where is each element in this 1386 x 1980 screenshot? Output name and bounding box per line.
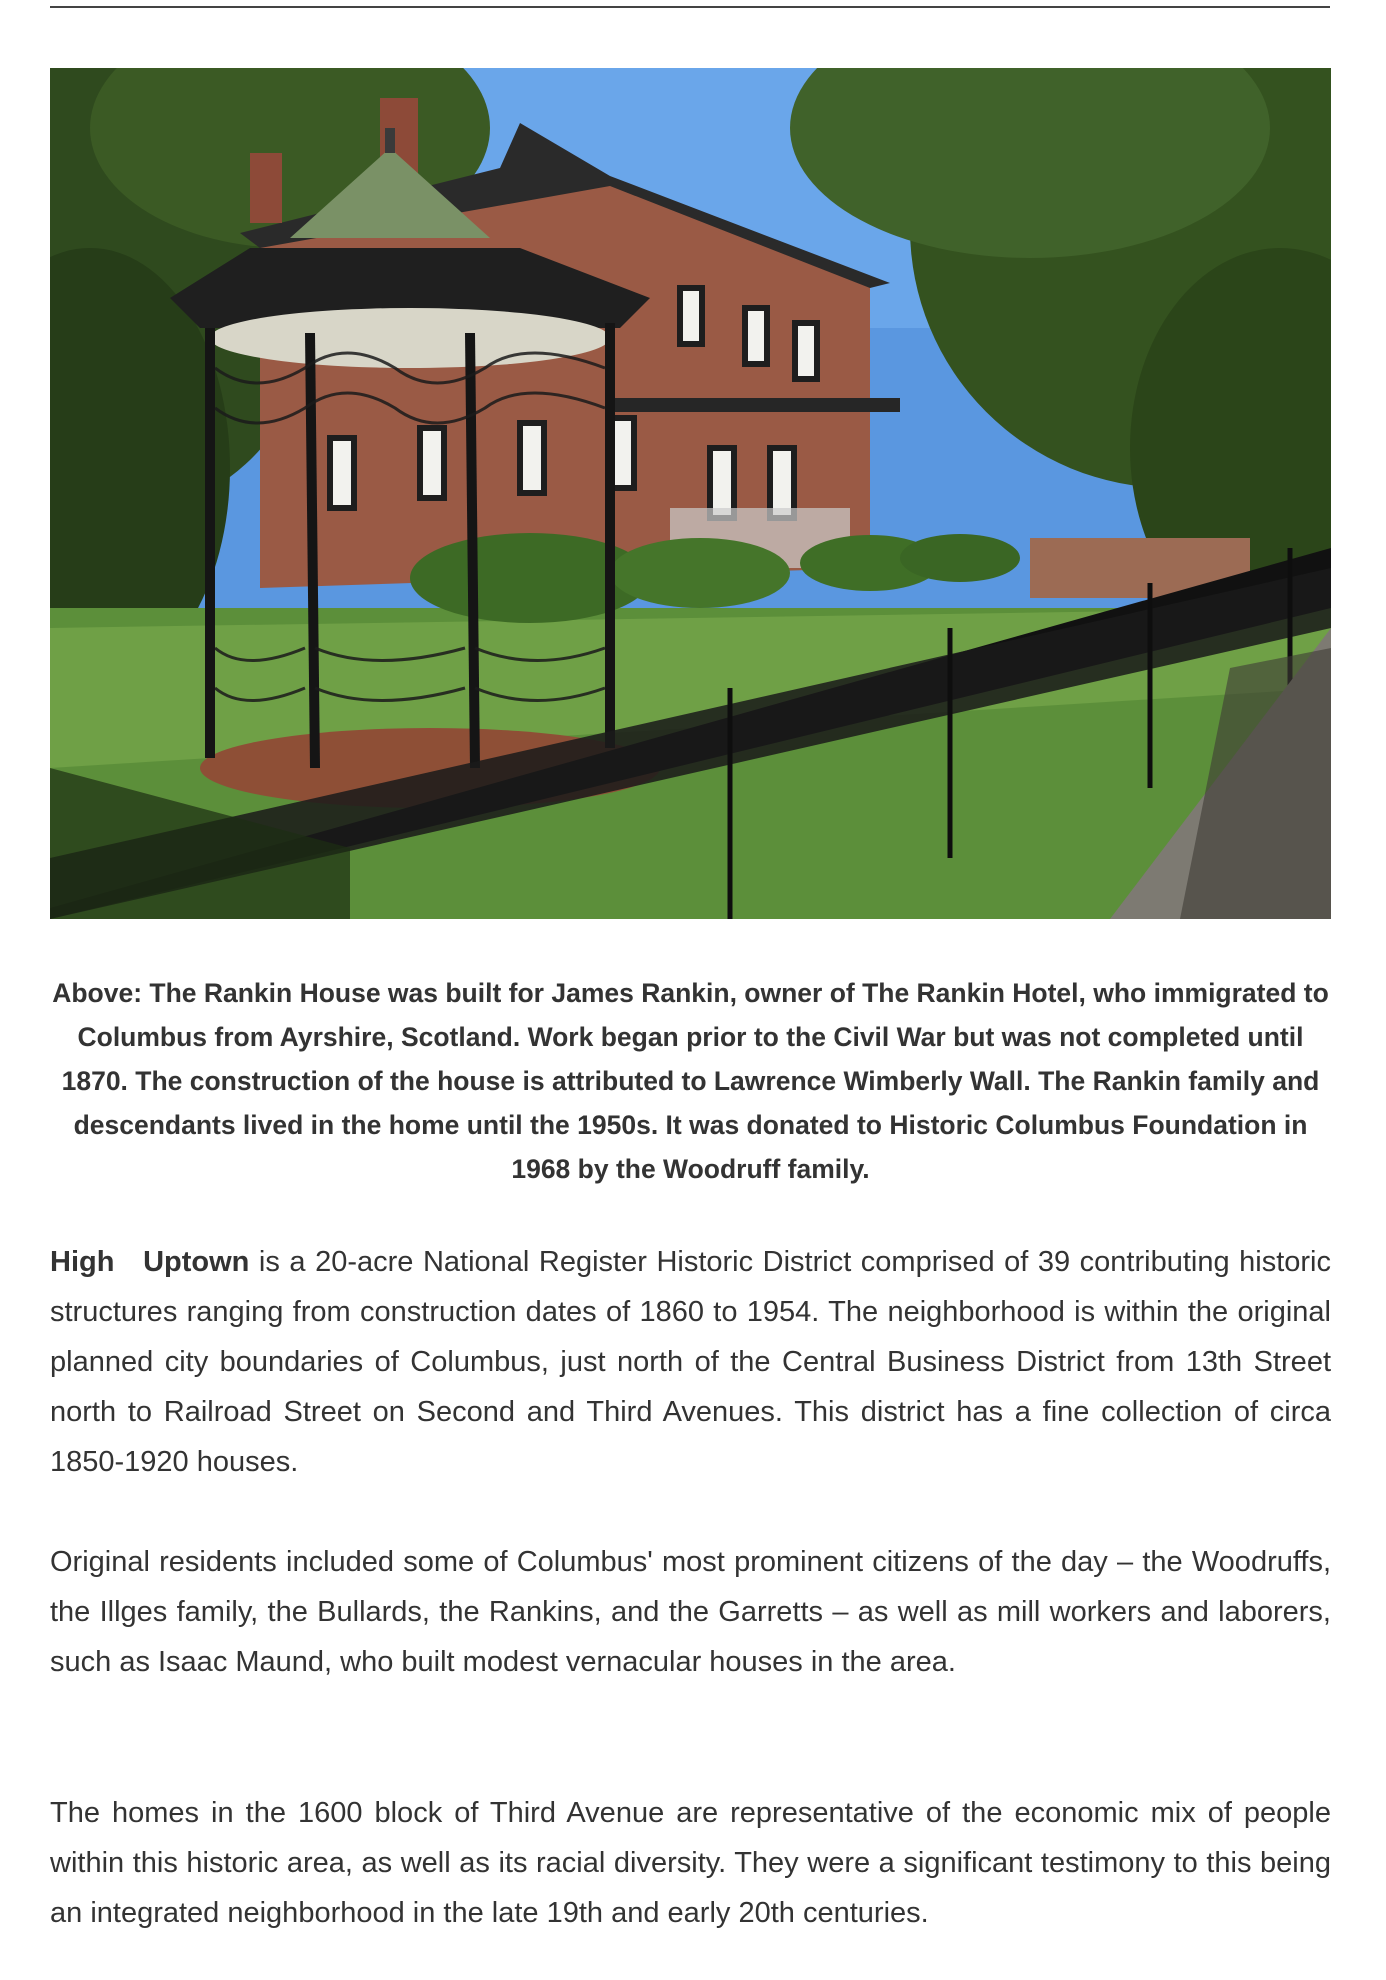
- paragraph-third-avenue: The homes in the 1600 block of Third Avenue are representative of the economic mix of people within this historic area, as well as its racial diversity. They were a significant testimony to this being an integrated neighborhood in the late 19th and early 20th centuries.: [50, 1797, 1331, 1929]
- paragraph-high-uptown: [50, 1237, 1331, 1487]
- district-name: High Uptown: [50, 1246, 250, 1278]
- paragraph-1-text: is a 20-acre National Register Historic District comprised of 39 contributing historic structures ranging from construction dates of 1860 to 1954. The neighborhood is within the original planned city boundaries of Columbus, just north of the Central Business District from 13th Street north to Railroad Street on Second and Third Avenues. This district has a fine collection of circa 1850-1920 houses.: [50, 1246, 1331, 1478]
- rankin-house-photo: [50, 68, 1331, 919]
- paragraph-original-residents: Original residents included some of Columbus' most prominent citizens of the day – the Woodruffs, the Illges family, the Bullards, the Rankins, and the Garretts – as well as mill workers and laborers, such as Isaac Maund, who built modest vernacular houses in the area.: [50, 1546, 1331, 1678]
- photo-caption: Above: The Rankin House was built for James Rankin, owner of The Rankin Hotel, who immigrated to Columbus from Ayrshire, Scotland. Work began prior to the Civil War but was not completed until 1870. The construction of the house is attributed to Lawrence Wimberly Wall. The Rankin family and descendants lived in the home until the 1950s. It was donated to Historic Columbus Foundation in 1968 by the Woodruff family.: [52, 978, 1329, 1184]
- top-divider: [50, 6, 1330, 8]
